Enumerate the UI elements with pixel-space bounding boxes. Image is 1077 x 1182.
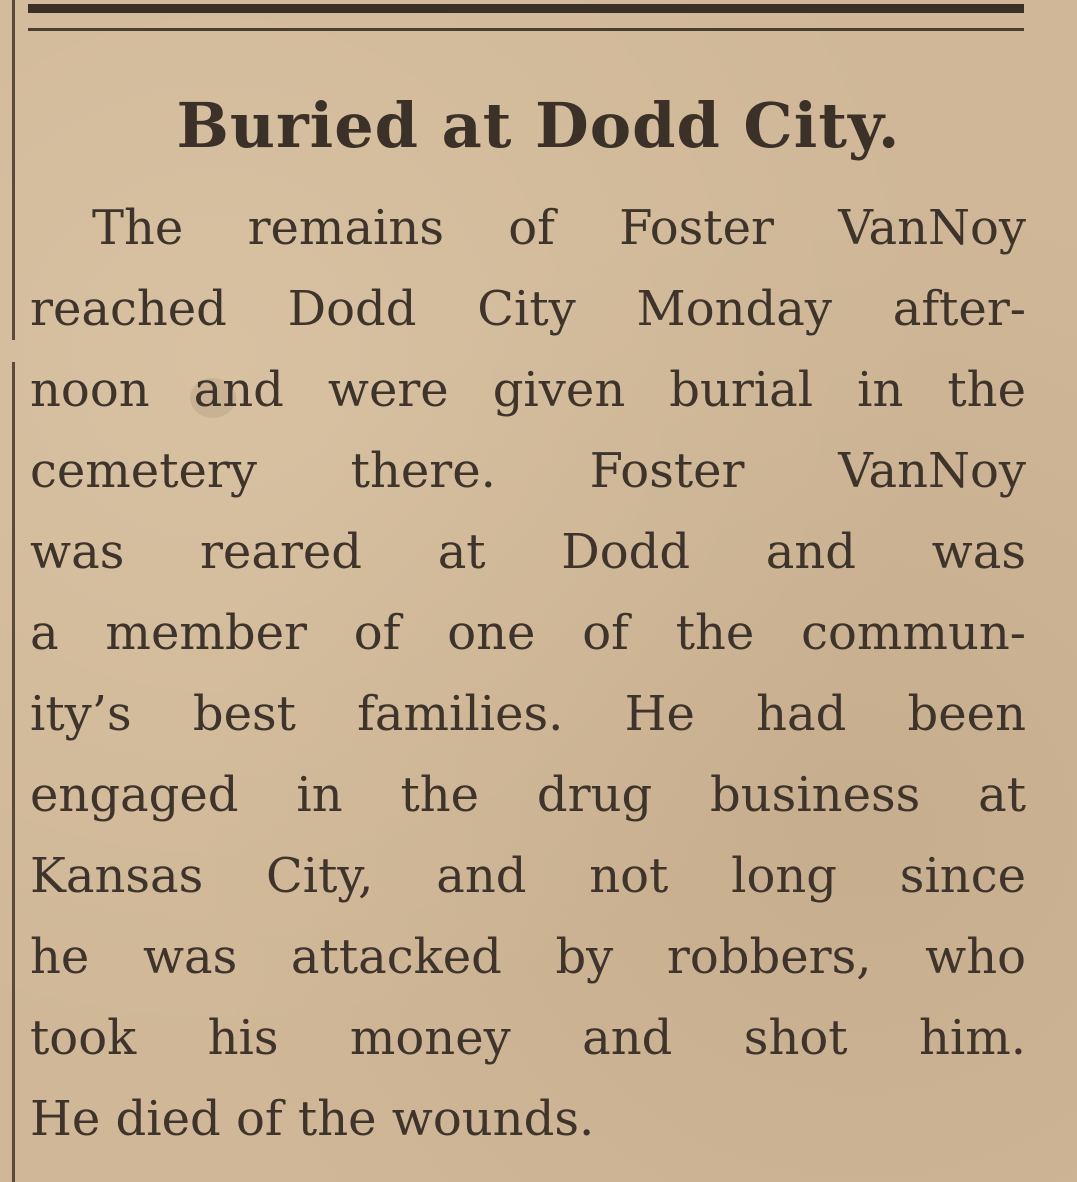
article-line: cemetery there. Foster VanNoy bbox=[30, 443, 1026, 499]
top-rule-thin bbox=[28, 28, 1024, 31]
article-line: was reared at Dodd and was bbox=[30, 524, 1026, 580]
article-line: a member of one of the commun- bbox=[30, 605, 1026, 661]
article-line: noon and were given burial in the bbox=[30, 362, 1026, 418]
top-rule-thick bbox=[28, 4, 1024, 13]
article-line: reached Dodd City Monday after- bbox=[30, 281, 1026, 337]
column-rule-lower bbox=[12, 362, 15, 1182]
article-line: ity’s best families. He had been bbox=[30, 686, 1026, 742]
headline: Buried at Dodd City. bbox=[176, 89, 901, 162]
article-line: he was attacked by robbers, who bbox=[30, 929, 1026, 985]
article-line: He died of the wounds. bbox=[30, 1091, 595, 1147]
article-line: engaged in the drug business at bbox=[30, 767, 1026, 823]
column-rule-upper bbox=[12, 0, 15, 340]
article-line: Kansas City, and not long since bbox=[30, 848, 1026, 904]
article-line: The remains of Foster VanNoy bbox=[92, 200, 1026, 256]
article-line: took his money and shot him. bbox=[30, 1010, 1026, 1066]
article-body bbox=[30, 188, 1026, 1160]
